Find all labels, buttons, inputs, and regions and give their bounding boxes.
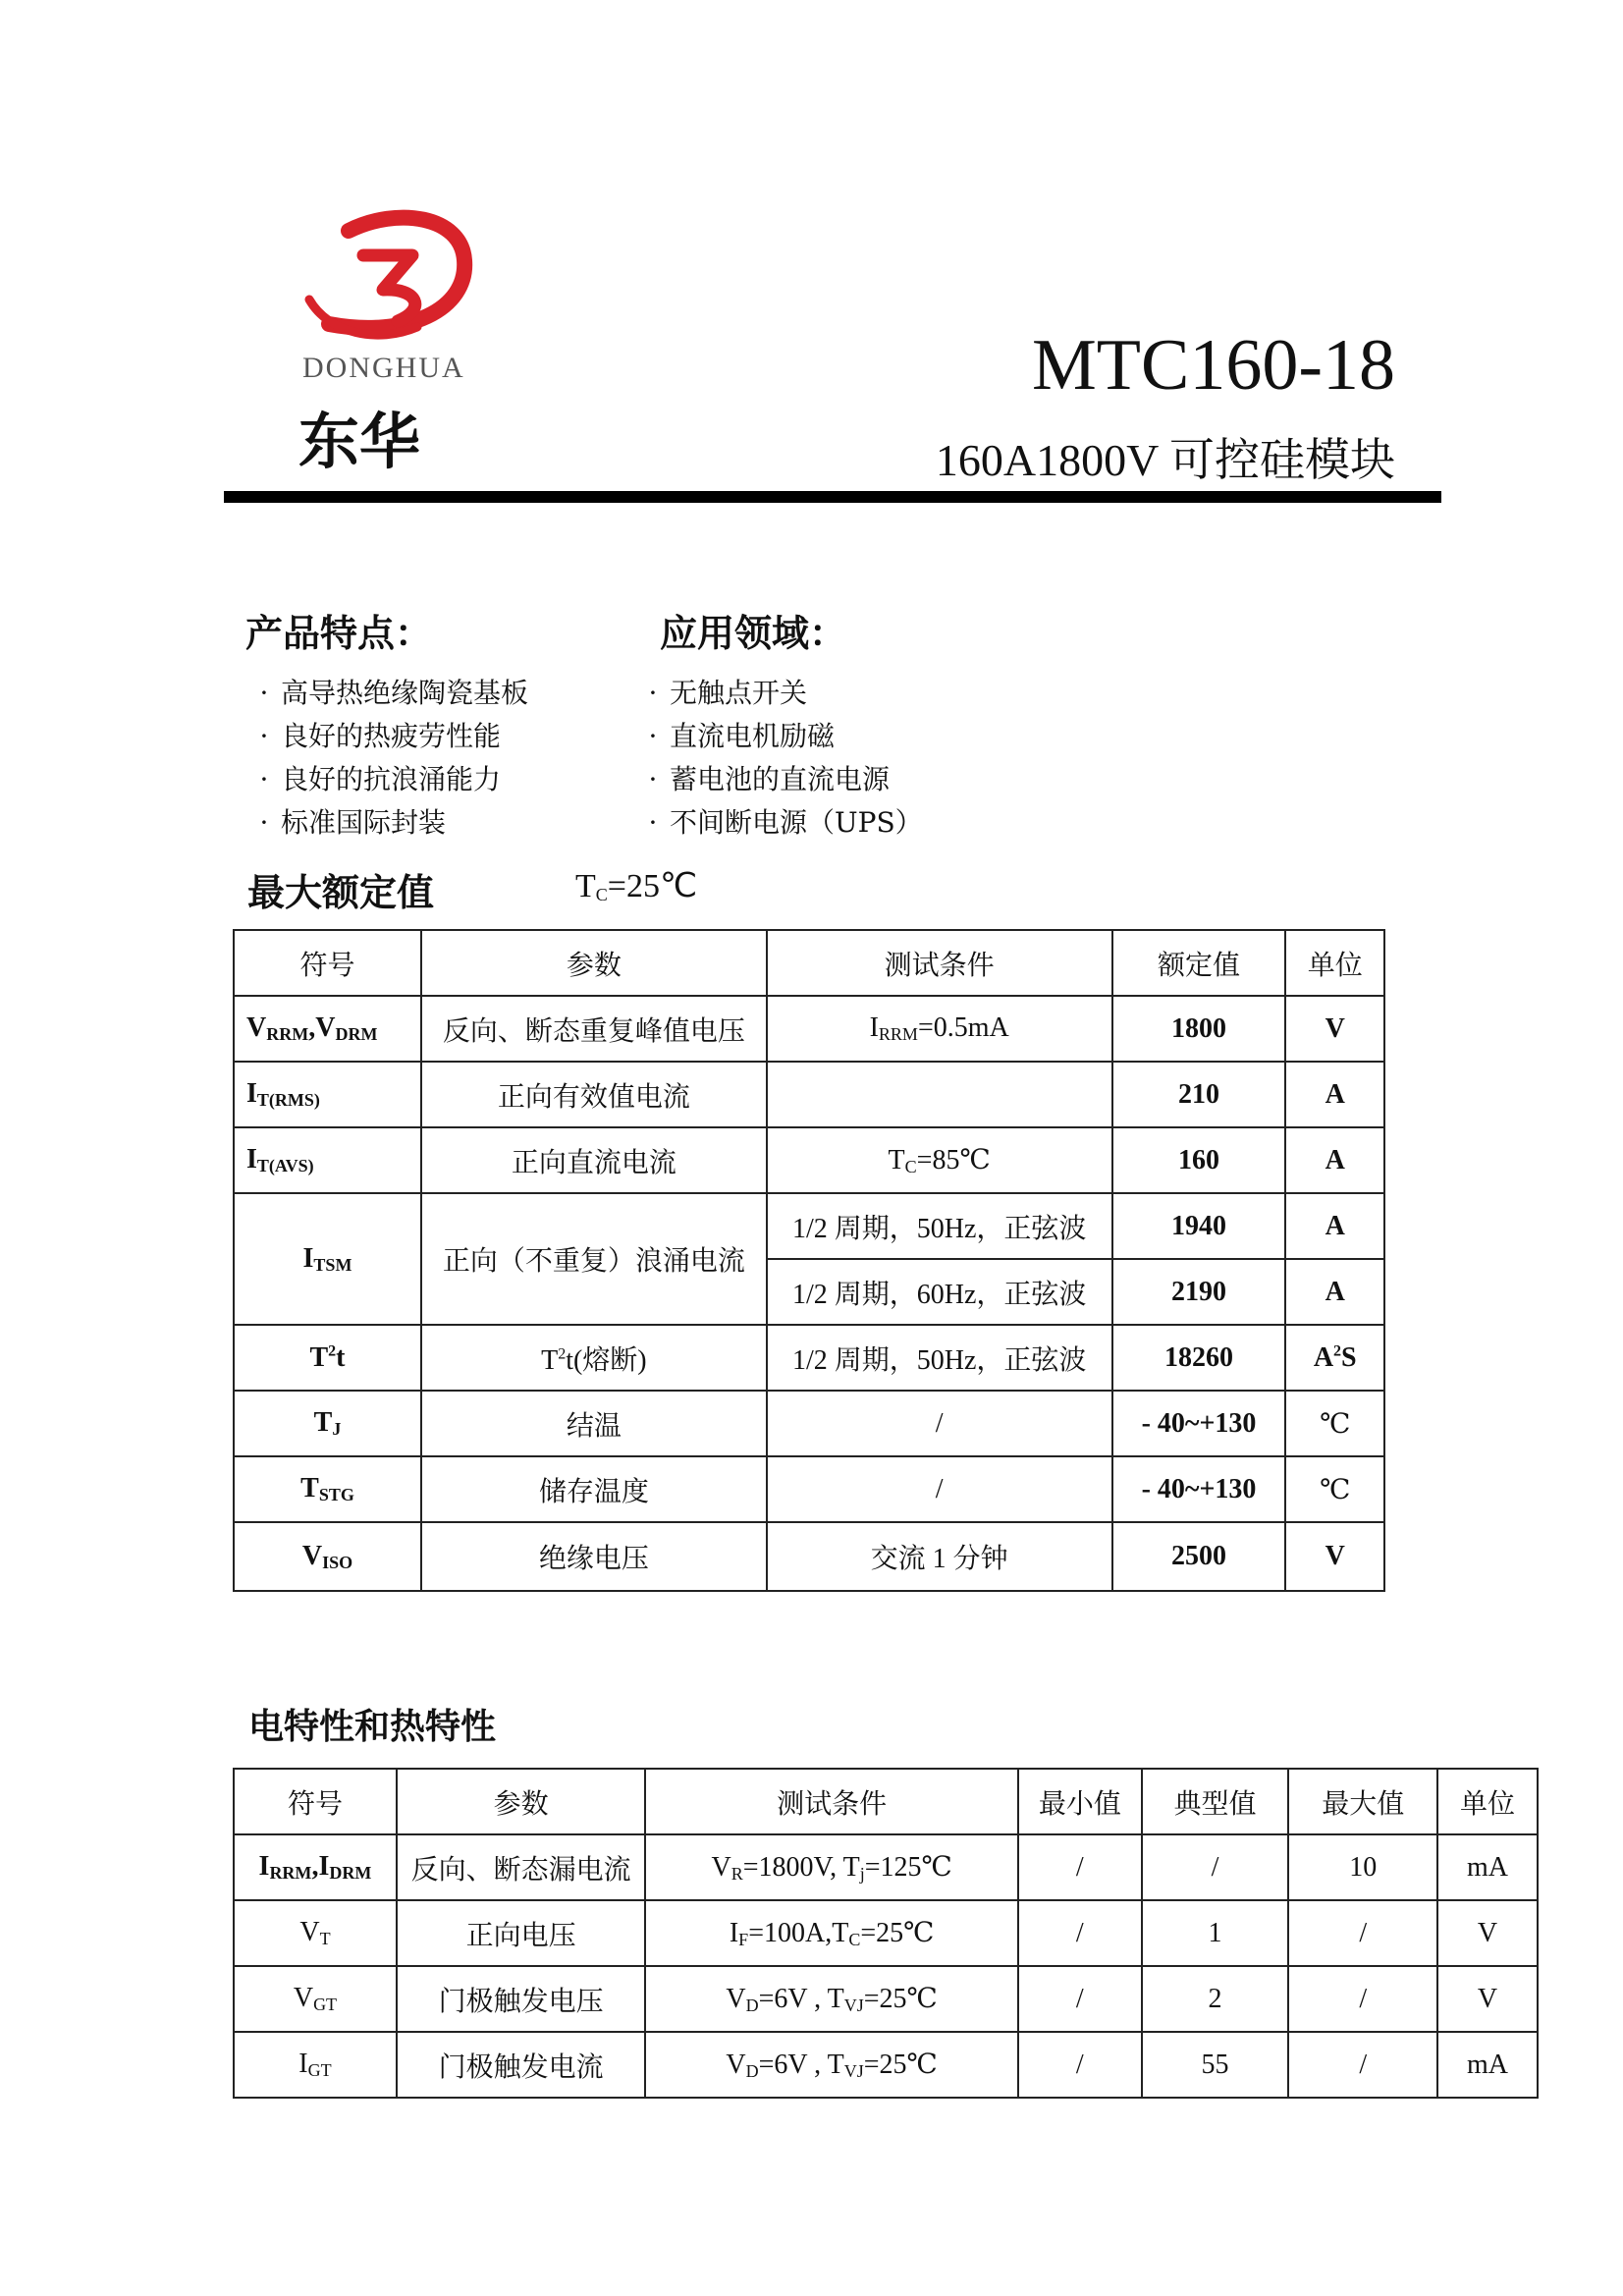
table-row xyxy=(234,1062,1384,1127)
electrical-title: 电特性和热特性 xyxy=(248,1707,497,1747)
condition-cell xyxy=(767,1062,1112,1127)
min-cell: / xyxy=(1018,1966,1142,2032)
table-header-row xyxy=(234,930,1384,996)
product-subtitle: 160A1800V 可控硅模块 xyxy=(935,435,1395,485)
typ-cell: 1 xyxy=(1142,1900,1289,1966)
unit-cell: V xyxy=(1437,1900,1538,1966)
param-cell: 门极触发电流 xyxy=(397,2032,645,2098)
model-number: MTC160-18 xyxy=(1032,325,1395,406)
table-row xyxy=(234,1900,1538,1966)
unit-cell: A xyxy=(1285,1062,1384,1127)
table-row xyxy=(234,1834,1538,1900)
unit-cell: V xyxy=(1285,996,1384,1062)
condition-cell: $V_R=1800V$, $T_j=125℃$ xyxy=(645,1834,1018,1900)
column-header: 最大值 xyxy=(1288,1769,1437,1834)
typ-cell: 2 xyxy=(1142,1966,1289,2032)
condition-cell: $T_C=85℃$ xyxy=(767,1127,1112,1193)
list-item: · 良好的热疲劳性能 xyxy=(259,720,502,752)
column-header: 参数 xyxy=(421,930,767,996)
max-cell: / xyxy=(1288,1966,1437,2032)
table-row xyxy=(234,996,1384,1062)
unit-cell: ℃ xyxy=(1285,1456,1384,1522)
typ-cell: / xyxy=(1142,1834,1289,1900)
param-cell: 储存温度 xyxy=(421,1456,767,1522)
header-divider xyxy=(224,491,1441,503)
list-item: · 直流电机励磁 xyxy=(648,720,836,752)
column-header: 符号 xyxy=(234,1769,397,1834)
features-title: 产品特点： xyxy=(245,612,433,655)
condition-cell: $V_D=6V$ , $T_{VJ}=25℃$ xyxy=(645,1966,1018,2032)
value-cell: - 40~+130 xyxy=(1112,1456,1286,1522)
list-item: · 标准国际封装 xyxy=(259,806,447,839)
brand-name-cn: 东华 xyxy=(298,406,421,477)
symbol-cell: $I_{TSM}$ xyxy=(234,1193,421,1325)
unit-cell: A xyxy=(1285,1193,1384,1259)
value-cell: 1800 xyxy=(1112,996,1286,1062)
ratings-condition: $T_C=25℃$ xyxy=(575,868,698,904)
symbol-cell: $V_{GT}$ xyxy=(234,1966,397,2032)
symbol-cell: $V_T$ xyxy=(234,1900,397,1966)
table-row xyxy=(234,1522,1384,1591)
column-header: 测试条件 xyxy=(767,930,1112,996)
condition-cell: $V_D=6V$ , $T_{VJ}=25℃$ xyxy=(645,2032,1018,2098)
ratings-title: 最大额定值 xyxy=(247,871,435,914)
condition-cell: 交流 1 分钟 xyxy=(767,1522,1112,1591)
unit-cell: A xyxy=(1285,1259,1384,1325)
column-header: 单位 xyxy=(1285,930,1384,996)
param-cell: 正向直流电流 xyxy=(421,1127,767,1193)
condition-cell: / xyxy=(767,1391,1112,1456)
condition-cell: 1/2 周期，60Hz，正弦波 xyxy=(767,1259,1112,1325)
ratings-table xyxy=(233,929,1385,1592)
symbol-cell: $V_{ISO}$ xyxy=(234,1522,421,1591)
value-cell: 1940 xyxy=(1112,1193,1286,1259)
param-cell: 反向、断态漏电流 xyxy=(397,1834,645,1900)
list-item: · 良好的抗浪涌能力 xyxy=(259,763,502,795)
param-cell: 结温 xyxy=(421,1391,767,1456)
min-cell: / xyxy=(1018,1834,1142,1900)
min-cell: / xyxy=(1018,1900,1142,1966)
condition-cell: $I_{RRM}=0.5mA$ xyxy=(767,996,1112,1062)
column-header: 额定值 xyxy=(1112,930,1286,996)
features-list xyxy=(253,672,528,845)
value-cell: - 40~+130 xyxy=(1112,1391,1286,1456)
unit-cell: A xyxy=(1285,1127,1384,1193)
symbol-cell: $V_{RRM},V_{DRM}$ xyxy=(234,996,421,1062)
condition-cell: 1/2 周期，50Hz，正弦波 xyxy=(767,1325,1112,1391)
symbol-cell: $I_{GT}$ xyxy=(234,2032,397,2098)
brand-name-en: DONGHUA xyxy=(302,352,465,384)
table-row xyxy=(234,1966,1538,2032)
list-item: · 不间断电源（UPS） xyxy=(648,806,923,839)
table-row xyxy=(234,1456,1384,1522)
unit-cell: mA xyxy=(1437,1834,1538,1900)
table-row xyxy=(234,1193,1384,1259)
symbol-cell: $I_{T(RMS)}$ xyxy=(234,1062,421,1127)
column-header: 符号 xyxy=(234,930,421,996)
param-cell: 反向、断态重复峰值电压 xyxy=(421,996,767,1062)
condition-cell: 1/2 周期，50Hz，正弦波 xyxy=(767,1193,1112,1259)
value-cell: 2500 xyxy=(1112,1522,1286,1591)
condition-cell: $I_F=100A,T_C=25℃$ xyxy=(645,1900,1018,1966)
symbol-cell: $T_J$ xyxy=(234,1391,421,1456)
param-cell: 正向有效值电流 xyxy=(421,1062,767,1127)
electrical-table xyxy=(233,1768,1539,2099)
list-item: · 蓄电池的直流电源 xyxy=(648,763,891,795)
typ-cell: 55 xyxy=(1142,2032,1289,2098)
min-cell: / xyxy=(1018,2032,1142,2098)
table-row xyxy=(234,1127,1384,1193)
unit-cell: ℃ xyxy=(1285,1391,1384,1456)
unit-cell: $A^2S$ xyxy=(1285,1325,1384,1391)
param-cell: 门极触发电压 xyxy=(397,1966,645,2032)
list-item: · 高导热绝缘陶瓷基板 xyxy=(259,677,529,709)
param-cell: 正向（不重复）浪涌电流 xyxy=(421,1193,767,1325)
unit-cell: V xyxy=(1285,1522,1384,1591)
donghua-logo xyxy=(290,201,496,358)
value-cell: 160 xyxy=(1112,1127,1286,1193)
value-cell: 2190 xyxy=(1112,1259,1286,1325)
symbol-cell: $T_{STG}$ xyxy=(234,1456,421,1522)
symbol-cell: $I_{RRM},I_{DRM}$ xyxy=(234,1834,397,1900)
max-cell: / xyxy=(1288,1900,1437,1966)
symbol-cell: $I_{T(AVS)}$ xyxy=(234,1127,421,1193)
param-cell: $T^2t$(熔断) xyxy=(421,1325,767,1391)
unit-cell: mA xyxy=(1437,2032,1538,2098)
column-header: 单位 xyxy=(1437,1769,1538,1834)
max-cell: 10 xyxy=(1288,1834,1437,1900)
value-cell: 210 xyxy=(1112,1062,1286,1127)
column-header: 参数 xyxy=(397,1769,645,1834)
condition-cell: / xyxy=(767,1456,1112,1522)
list-item: · 无触点开关 xyxy=(648,677,808,709)
unit-cell: V xyxy=(1437,1966,1538,2032)
applications-list xyxy=(642,672,923,845)
param-cell: 绝缘电压 xyxy=(421,1522,767,1591)
applications-title: 应用领域： xyxy=(660,612,847,655)
value-cell: 18260 xyxy=(1112,1325,1286,1391)
max-cell: / xyxy=(1288,2032,1437,2098)
param-cell: 正向电压 xyxy=(397,1900,645,1966)
column-header: 测试条件 xyxy=(645,1769,1018,1834)
column-header: 最小值 xyxy=(1018,1769,1142,1834)
table-row xyxy=(234,2032,1538,2098)
column-header: 典型值 xyxy=(1142,1769,1289,1834)
table-row xyxy=(234,1325,1384,1391)
symbol-cell: $T^2t$ xyxy=(234,1325,421,1391)
table-header-row xyxy=(234,1769,1538,1834)
table-row xyxy=(234,1391,1384,1456)
